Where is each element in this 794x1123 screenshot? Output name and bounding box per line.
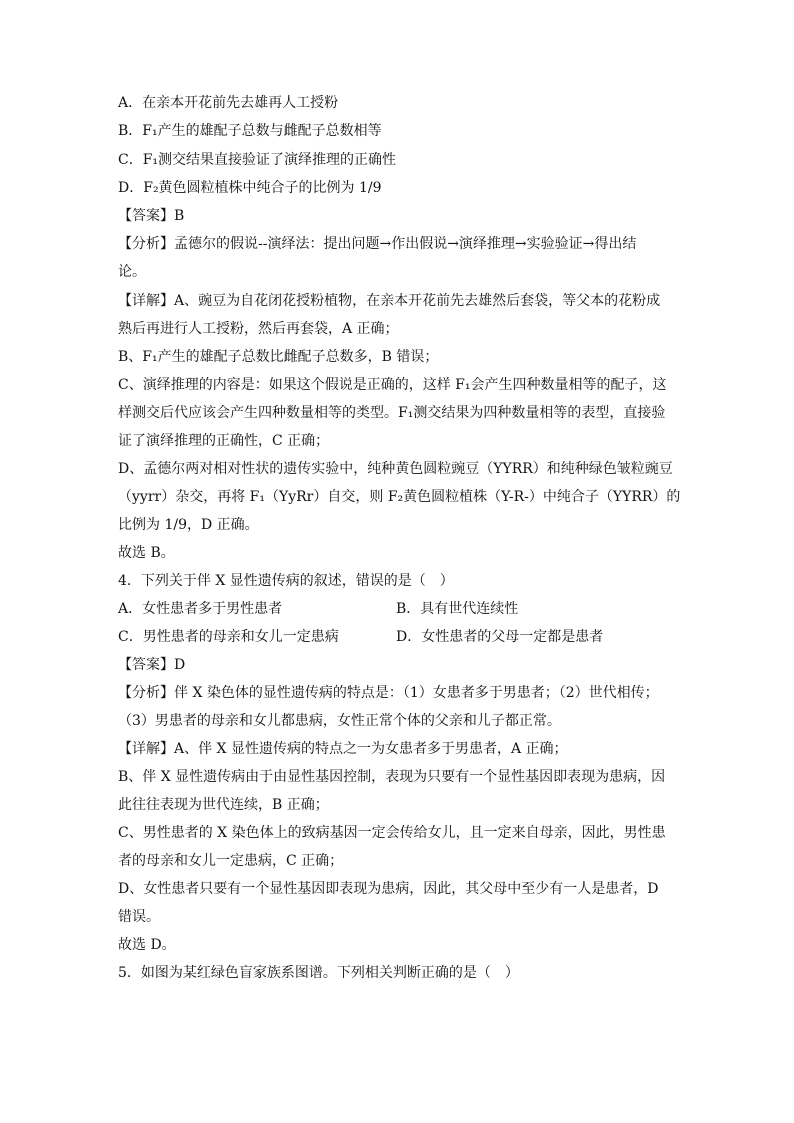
q4-analysis-line-1: 【分析】伴 X 染色体的显性遗传病的特点是：（1）女患者多于男患者；（2）世代相传； [118,685,659,701]
q4-detail-line-1: 【详解】A、伴 X 显性遗传病的特点之一为女患者多于男患者，A 正确； [118,741,568,757]
q4-detail-line-3: 此往往表现为世代连续，B 正确； [118,797,329,813]
q3-detail-line-8: （yyrr）杂交，再将 F₁（YyRr）自交，则 F₂黄色圆粒植株（Y-R-）中纯合子（YYRR）的 [118,489,681,505]
q3-detail-line-3: B、F₁产生的雄配子总数比雌配子总数多，B 错误； [118,349,439,365]
q4-options-row-1 [118,599,282,619]
q3-detail-line-1: 【详解】A、豌豆为自花闭花授粉植物，在亲本开花前先去雄然后套袋，等父本的花粉成 [118,293,661,309]
q3-detail-line-5: 样测交后代应该会产生四种数量相等的类型。F₁测交结果为四种数量相等的表型，直接验 [118,405,666,421]
q4-analysis-line-2: （3）男患者的母亲和女儿都患病，女性正常个体的父亲和儿子都正常。 [118,713,561,729]
q3-answer: 【答案】B [118,208,185,224]
q3-detail-line-2: 熟后再进行人工授粉，然后再套袋，A 正确； [118,321,399,337]
q4-stem: 4．下列关于伴 X 显性遗传病的叙述，错误的是（ ） [118,573,454,589]
q3-option-a: A．在亲本开花前先去雄再人工授粉 [118,95,339,111]
q3-conclusion: 故选 B。 [118,545,175,561]
q3-option-b: B．F₁产生的雄配子总数与雌配子总数相等 [118,123,382,139]
q4-answer: 【答案】D [118,657,186,673]
q4-detail-line-4: C、男性患者的 X 染色体上的致病基因一定会传给女儿，且一定来自母亲，因此，男性患 [118,825,666,841]
q3-analysis-line-1: 【分析】孟德尔的假说--演绎法：提出问题→作出假说→演绎推理→实验验证→得出结 [118,236,637,252]
q4-option-d: D．女性患者的父母一定都是患者 [396,629,604,645]
q3-detail-line-4: C、演绎推理的内容是：如果这个假说是正确的，这样 F₁会产生四种数量相等的配子，这 [118,377,667,393]
q3-option-d: D．F₂黄色圆粒植株中纯合子的比例为 1/9 [118,180,382,196]
q4-option-a: A．女性患者多于男性患者 [118,601,283,617]
q4-detail-line-5: 者的母亲和女儿一定患病，C 正确； [118,853,344,869]
q5-stem: 5．如图为某红绿色盲家族系图谱。下列相关判断正确的是（ ） [118,965,519,981]
q3-detail-line-9: 比例为 1/9，D 正确。 [118,517,259,533]
q4-detail-line-6: D、女性患者只要有一个显性基因即表现为患病，因此，其父母中至少有一人是患者，D [118,881,659,897]
q3-detail-line-7: D、孟德尔两对相对性状的遗传实验中，纯种黄色圆粒豌豆（YYRR）和纯种绿色皱粒豌豆 [118,461,673,477]
q3-analysis-line-2: 论。 [118,264,146,280]
q3-detail-line-6: 证了演绎推理的正确性，C 正确； [118,433,330,449]
q3-option-c: C．F₁测交结果直接验证了演绎推理的正确性 [118,152,397,168]
q4-detail-line-7: 错误。 [118,909,160,925]
q4-detail-line-2: B、伴 X 显性遗传病由于由显性基因控制，表现为只要有一个显性基因即表现为患病，因 [118,769,666,785]
q4-option-b: B．具有世代连续性 [396,601,519,617]
q4-conclusion: 故选 D。 [118,937,176,953]
q4-option-c: C．男性患者的母亲和女儿一定患病 [118,629,339,645]
